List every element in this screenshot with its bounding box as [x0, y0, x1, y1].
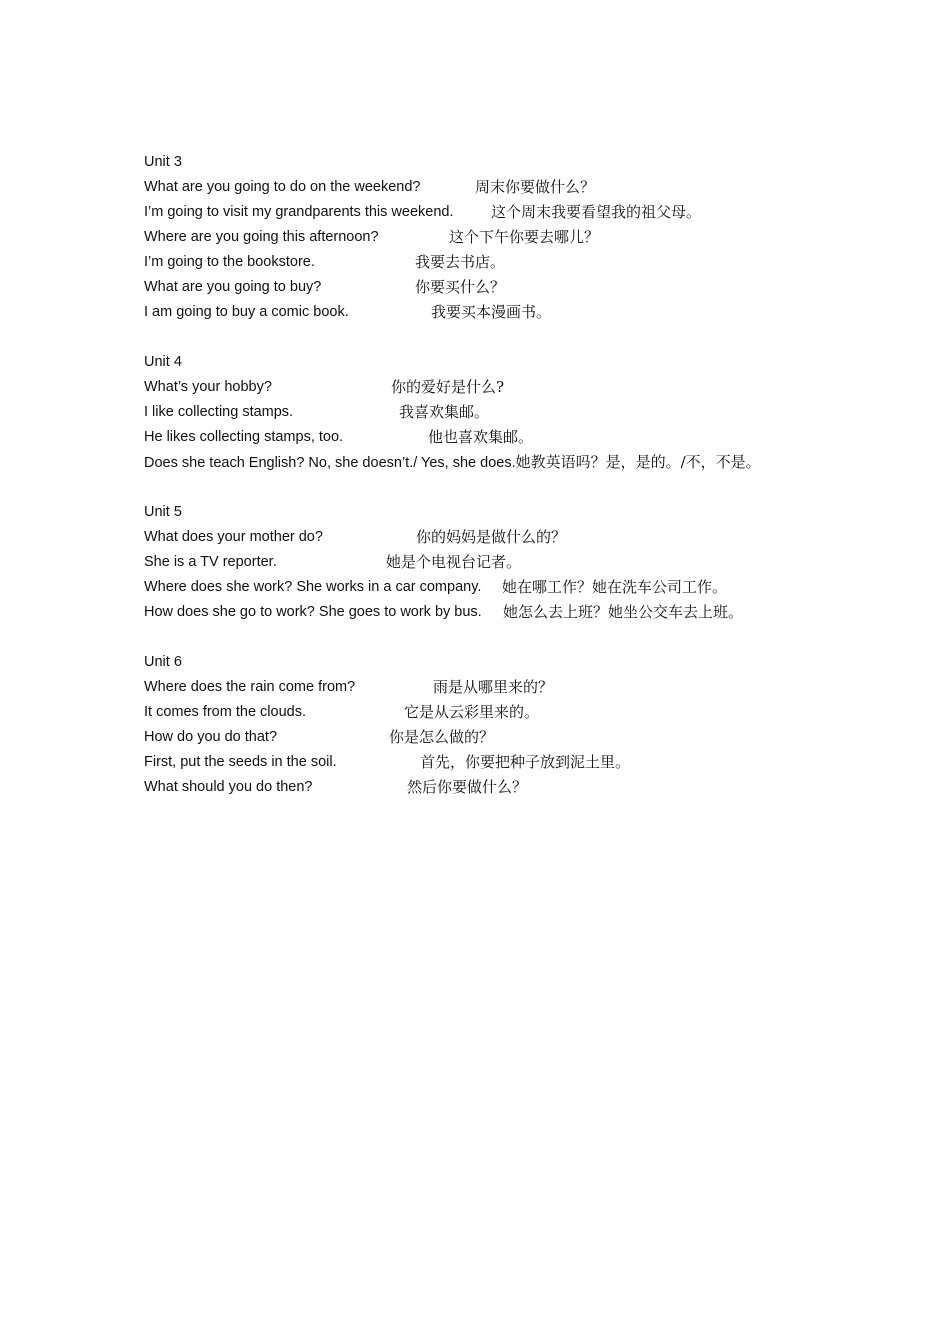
english-sentence: Where does the rain come from? — [144, 679, 356, 695]
english-sentence: What are you going to do on the weekend? — [144, 179, 421, 195]
english-sentence: It comes from the clouds. — [144, 704, 306, 720]
chinese-translation: 你的爱好是什么? — [391, 378, 505, 396]
document-page — [144, 150, 924, 825]
chinese-translation: 首先，你要把种子放到泥土里。 — [420, 753, 631, 771]
chinese-translation: 你要买什么？ — [415, 278, 506, 296]
english-sentence: Does she teach English? No, she doesn’t./ Yes, she does. — [144, 455, 516, 471]
english-sentence: Where does she work? She works in a car company. — [144, 579, 482, 595]
chinese-translation: 然后你要做什么？ — [407, 778, 528, 796]
chinese-translation: 这个周末我要看望我的祖父母。 — [491, 203, 702, 221]
sentence-row — [144, 375, 924, 400]
chinese-translation: 你的妈妈是做什么的？ — [416, 528, 567, 546]
unit-heading: Unit 4 — [144, 354, 182, 370]
english-sentence: What are you going to buy? — [144, 279, 322, 295]
chinese-translation: 我要买本漫画书。 — [431, 303, 552, 321]
chinese-translation: 它是从云彩里来的。 — [404, 703, 540, 721]
unit-3-section — [144, 150, 924, 325]
sentence-row — [144, 175, 924, 200]
english-sentence: She is a TV reporter. — [144, 554, 277, 570]
unit-heading: Unit 3 — [144, 154, 182, 170]
chinese-translation: 她怎么去上班？她坐公交车去上班。 — [503, 603, 744, 621]
sentence-row — [144, 450, 924, 475]
chinese-translation: 他也喜欢集邮。 — [428, 428, 534, 446]
sentence-row — [144, 300, 924, 325]
chinese-translation: 她教英语吗？是，是的。/不，不是。 — [515, 453, 761, 471]
english-sentence: I’m going to the bookstore. — [144, 254, 315, 270]
unit-6-section — [144, 650, 924, 800]
english-sentence: I am going to buy a comic book. — [144, 304, 349, 320]
english-sentence: What’s your hobby? — [144, 379, 272, 395]
english-sentence: He likes collecting stamps, too. — [144, 429, 344, 445]
sentence-row — [144, 275, 924, 300]
unit-heading: Unit 5 — [144, 504, 182, 520]
english-sentence: What does your mother do? — [144, 529, 323, 545]
sentence-row — [144, 400, 924, 425]
sentence-row — [144, 675, 924, 700]
english-sentence: Where are you going this afternoon? — [144, 229, 379, 245]
sentence-row — [144, 200, 924, 225]
sentence-row — [144, 700, 924, 725]
unit-5-section — [144, 500, 924, 625]
sentence-row — [144, 750, 924, 775]
sentence-row — [144, 425, 924, 450]
english-sentence: How does she go to work? She goes to work by bus. — [144, 604, 482, 620]
english-sentence: I like collecting stamps. — [144, 404, 294, 420]
unit-heading: Unit 6 — [144, 654, 182, 670]
chinese-translation: 雨是从哪里来的？ — [433, 678, 554, 696]
chinese-translation: 她在哪工作？她在洗车公司工作。 — [502, 578, 728, 596]
unit-4-section — [144, 350, 924, 475]
chinese-translation: 她是个电视台记者。 — [386, 553, 522, 571]
sentence-row — [144, 550, 924, 575]
sentence-row — [144, 725, 924, 750]
sentence-row — [144, 225, 924, 250]
sentence-row — [144, 250, 924, 275]
chinese-translation: 我喜欢集邮。 — [399, 403, 490, 421]
chinese-translation: 这个下午你要去哪儿？ — [449, 228, 600, 246]
chinese-translation: 你是怎么做的？ — [389, 728, 495, 746]
english-sentence: What should you do then? — [144, 779, 313, 795]
sentence-row — [144, 575, 924, 600]
english-sentence: First, put the seeds in the soil. — [144, 754, 337, 770]
chinese-translation: 我要去书店。 — [415, 253, 506, 271]
sentence-row — [144, 600, 924, 625]
sentence-row — [144, 775, 924, 800]
sentence-row — [144, 525, 924, 550]
english-sentence: How do you do that? — [144, 729, 278, 745]
english-sentence: I’m going to visit my grandparents this weekend. — [144, 204, 454, 220]
chinese-translation: 周末你要做什么？ — [475, 178, 596, 196]
